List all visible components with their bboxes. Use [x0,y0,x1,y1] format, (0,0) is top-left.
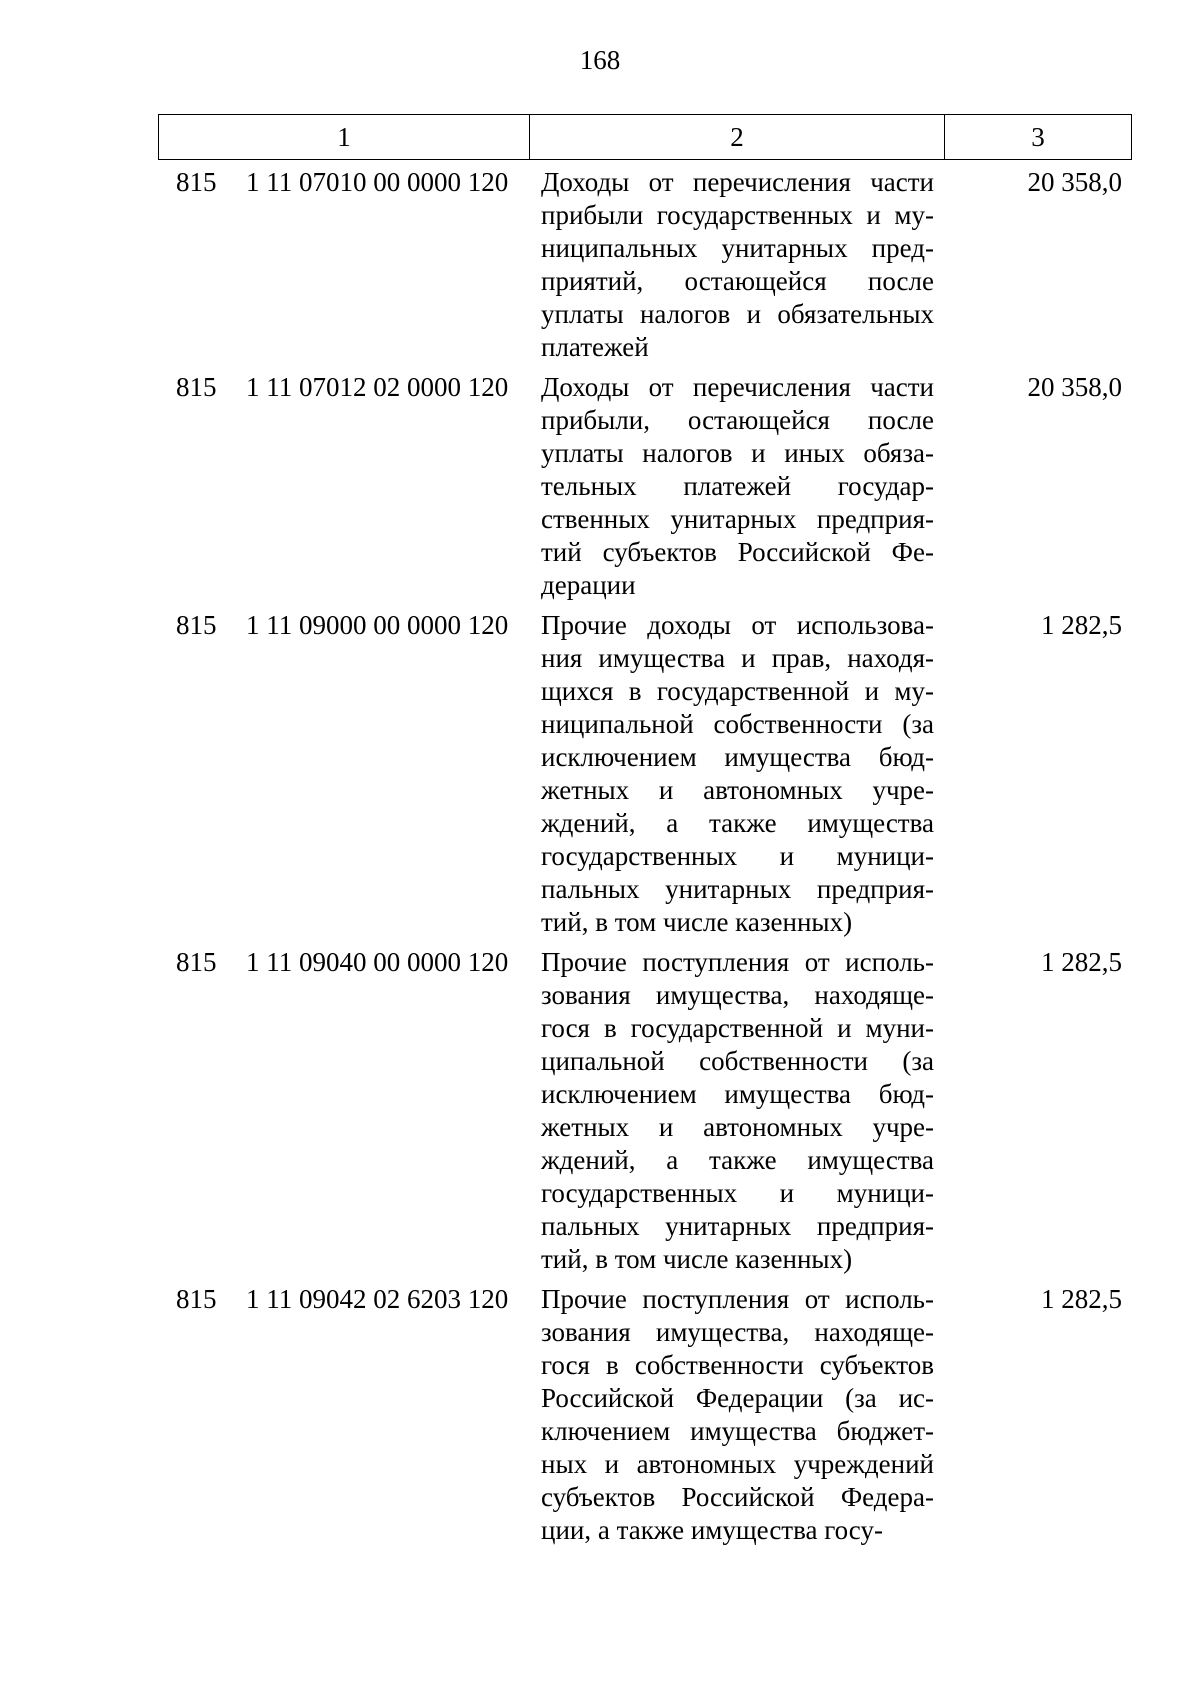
description-line: Доходы от перечисления части [541,372,934,402]
description-line: ципальной собственности (за [541,1046,934,1076]
description-line: гося в государственной и муни- [541,1013,934,1043]
description-line: прибыли государственных и му- [541,200,934,230]
budget-classification-code: 1 11 09000 00 0000 120 [246,610,509,640]
description-line: Прочие доходы от использова- [541,610,934,640]
header-col-3: 3 [1031,121,1045,152]
description-line: Прочие поступления от исполь- [541,1284,934,1314]
admin-code: 815 [176,610,217,640]
description-line: ждений, а также имущества [541,1145,934,1175]
description-line: государственных и муници- [541,1178,934,1208]
description-line: пальных унитарных предприя- [541,874,934,904]
description-line: Прочие поступления от исполь- [541,947,934,977]
description-line: ключением имущества бюджет- [541,1416,934,1446]
income-description [541,166,934,364]
description-line: исключением имущества бюд- [541,1079,934,1109]
description-line: тий, в том числе казенных) [541,1244,853,1274]
description-line: Российской Федерации (за ис- [541,1383,934,1413]
description-line: гося в собственности субъектов [541,1350,934,1380]
income-description [541,609,934,939]
description-line: тельных платежей государ- [541,471,934,501]
income-description [541,1283,934,1547]
amount-value: 20 358,0 [1027,372,1122,402]
budget-classification-code: 1 11 07010 00 0000 120 [246,167,509,197]
header-col-2: 2 [530,115,945,159]
description-line: платежей [541,332,649,362]
income-description [541,946,934,1276]
description-line: ниципальных унитарных пред- [541,233,934,263]
description-line: жетных и автономных учре- [541,1112,934,1142]
admin-code: 815 [176,1284,217,1314]
amount-value: 1 282,5 [1041,610,1122,640]
description-line: щихся в государственной и му- [541,676,934,706]
description-line: уплаты налогов и обязательных [541,299,934,329]
budget-classification-code: 1 11 09042 02 6203 120 [246,1284,509,1314]
description-line: уплаты налогов и иных обяза- [541,438,934,468]
admin-code: 815 [176,167,217,197]
income-description [541,371,934,602]
description-line: ждений, а также имущества [541,808,934,838]
amount-value: 1 282,5 [1041,947,1122,977]
description-line: исключением имущества бюд- [541,742,934,772]
page-number: 168 [579,45,621,75]
table-header [158,114,1132,160]
budget-classification-code: 1 11 07012 02 0000 120 [246,372,509,402]
description-line: тий субъектов Российской Фе- [541,537,934,567]
description-line: зования имущества, находяще- [541,980,934,1010]
description-line: государственных и муници- [541,841,934,871]
description-line: жетных и автономных учре- [541,775,934,805]
description-line: тий, в том числе казенных) [541,907,853,937]
description-line: ции, а также имущества госу- [541,1515,883,1545]
admin-code: 815 [176,947,217,977]
admin-code: 815 [176,372,217,402]
description-line: ных и автономных учреждений [541,1449,934,1479]
description-line: ниципальной собственности (за [541,709,934,739]
amount-value: 20 358,0 [1027,167,1122,197]
description-line: субъектов Российской Федера- [541,1482,934,1512]
description-line: Доходы от перечисления части [541,167,934,197]
description-line: ственных унитарных предприя- [541,504,934,534]
amount-value: 1 282,5 [1041,1284,1122,1314]
header-col-1: 1 [159,115,530,159]
description-line: прибыли, остающейся после [541,405,934,435]
description-line: приятий, остающейся после [541,266,934,296]
description-line: зования имущества, находяще- [541,1317,934,1347]
description-line: ния имущества и прав, находя- [541,643,934,673]
description-line: дерации [541,570,636,600]
description-line: пальных унитарных предприя- [541,1211,934,1241]
budget-classification-code: 1 11 09040 00 0000 120 [246,947,509,977]
